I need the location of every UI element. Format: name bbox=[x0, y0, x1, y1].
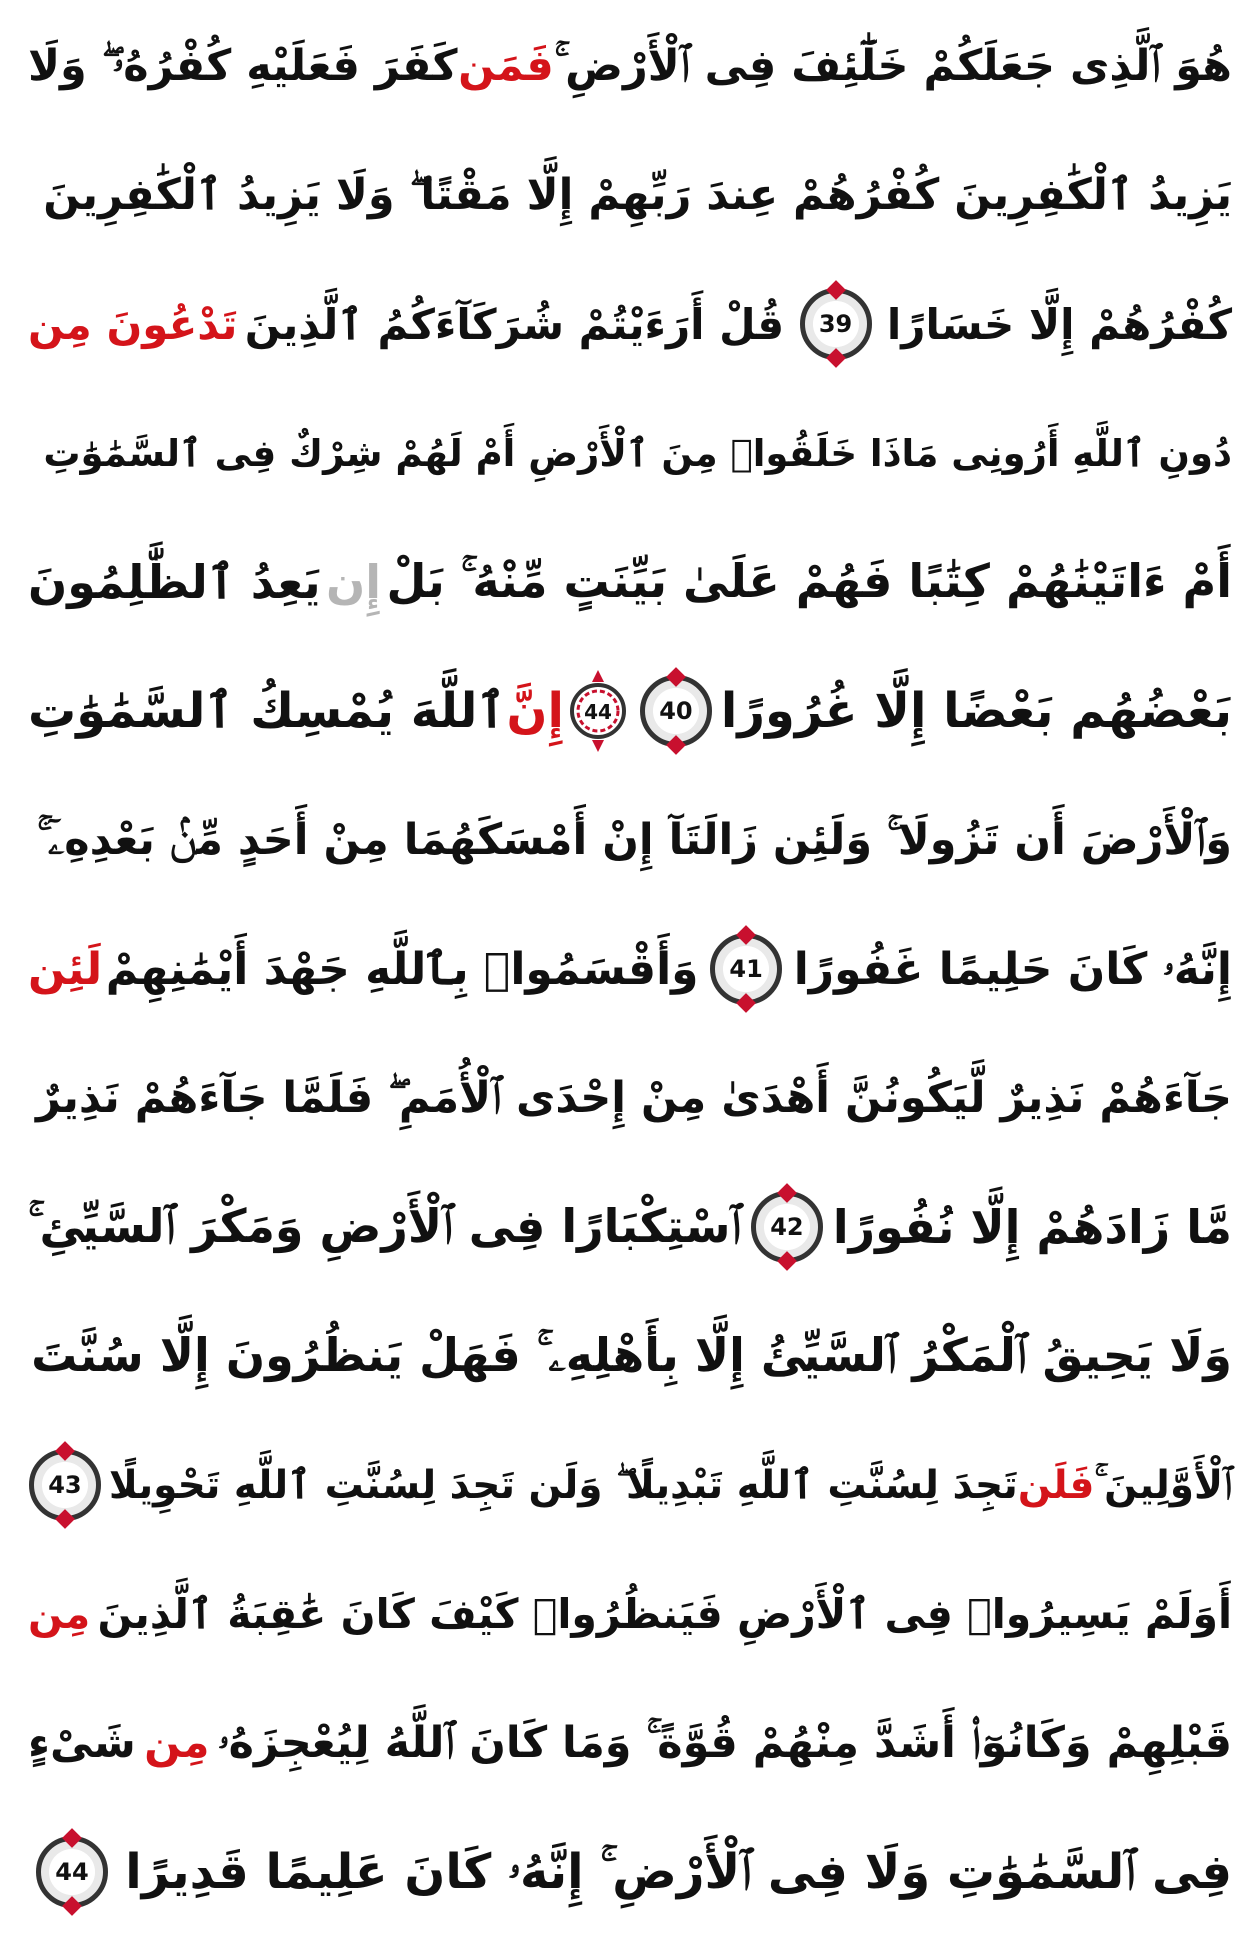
text-line bbox=[28, 2, 1232, 130]
tajweed-highlight: مِن bbox=[28, 1590, 91, 1638]
verse-text: تَجِدَ لِسُنَّتِ ٱللَّهِ تَبْدِيلًا ۖ وَلَن تَجِدَ لِسُنَّتِ ٱللَّهِ تَحْوِيلًا bbox=[108, 1462, 1018, 1508]
ayah-number: 44 bbox=[55, 1858, 89, 1886]
ayah-number-marker bbox=[751, 1191, 823, 1263]
text-line bbox=[28, 1421, 1232, 1549]
ayah-number-marker bbox=[640, 675, 712, 747]
verse-text: جَآءَهُمْ نَذِيرٌ لَّيَكُونُنَّ أَهْدَىٰ مِنْ إِحْدَى ٱلْأُمَمِ ۖ فَلَمَّا جَآءَهُمْ نَذِيرٌ bbox=[35, 1073, 1232, 1123]
verse-text: أَمْ ءَاتَيْنَٰهُمْ كِتَٰبًا فَهُمْ عَلَىٰ بَيِّنَتٍ مِّنْهُ ۚ بَلْ bbox=[386, 554, 1232, 608]
verse-text: يَزِيدُ ٱلْكَٰفِرِينَ كُفْرُهُمْ عِندَ رَبِّهِمْ إِلَّا مَقْتًا ۖ وَلَا يَزِيدُ ٱلْكَٰفِرِينَ bbox=[43, 170, 1232, 220]
ayah-number-marker bbox=[36, 1836, 108, 1908]
text-line bbox=[28, 776, 1232, 904]
ayah-number: 43 bbox=[48, 1471, 82, 1499]
ayah-number: 40 bbox=[659, 697, 693, 725]
ayah-number-marker bbox=[800, 288, 872, 360]
text-line bbox=[28, 1034, 1232, 1162]
verse-text: كَفَرَ فَعَلَيْهِ كُفْرُهُۥ ۖ وَلَا bbox=[28, 41, 458, 91]
verse-text: وَأَقْسَمُوا۟ بِٱللَّهِ جَهْدَ أَيْمَٰنِهِمْ bbox=[105, 943, 699, 995]
verse-text: قَبْلِهِمْ وَكَانُوٓا۟ أَشَدَّ مِنْهُمْ قُوَّةً ۚ وَمَا كَانَ ٱللَّهُ لِيُعْجِزَهُۥ bbox=[217, 1718, 1232, 1768]
tajweed-highlight: مِن bbox=[144, 1718, 210, 1768]
verse-text: ٱسْتِكْبَارًا فِى ٱلْأَرْضِ وَمَكْرَ ٱلسَّيِّئِ ۚ bbox=[28, 1199, 741, 1253]
text-line bbox=[28, 1679, 1232, 1807]
verse-text: قُلْ أَرَءَيْتُمْ شُرَكَآءَكُمُ ٱلَّذِينَ bbox=[244, 299, 785, 349]
hizb-marker-icon bbox=[569, 668, 627, 754]
ayah-number: 42 bbox=[770, 1213, 804, 1241]
hizb-number: 44 bbox=[584, 700, 612, 724]
verse-text: مَّا زَادَهُمْ إِلَّا نُفُورًا bbox=[832, 1200, 1232, 1254]
ayah-number-marker bbox=[29, 1449, 101, 1521]
verse-text: بَعْضُهُم بَعْضًا إِلَّا غُرُورًا bbox=[720, 683, 1232, 739]
verse-text: ٱلْأَوَّلِينَ ۚ bbox=[1094, 1462, 1232, 1508]
verse-text: فِى ٱلسَّمَٰوَٰتِ وَلَا فِى ٱلْأَرْضِ ۚ إِنَّهُۥ كَانَ عَلِيمًا قَدِيرًا bbox=[125, 1843, 1232, 1900]
tajweed-highlight: فَمَن bbox=[458, 41, 554, 91]
verse-text: ٱللَّهَ يُمْسِكُ ٱلسَّمَٰوَٰتِ bbox=[28, 683, 506, 739]
tajweed-highlight: لَئِن bbox=[28, 943, 103, 995]
verse-text: وَٱلْأَرْضَ أَن تَزُولَا ۚ وَلَئِن زَالَتَآ إِنْ أَمْسَكَهُمَا مِنْ أَحَدٍ مِّنۢ بَعْدِهِۦٓ ۚ bbox=[37, 815, 1232, 865]
verse-text: أَوَلَمْ يَسِيرُوا۟ فِى ٱلْأَرْضِ فَيَنظُرُوا۟ كَيْفَ كَانَ عَٰقِبَةُ ٱلَّذِينَ bbox=[97, 1590, 1232, 1638]
verse-text: هُوَ ٱلَّذِى جَعَلَكُمْ خَلَٰٓئِفَ فِى ٱلْأَرْضِ ۚ bbox=[554, 41, 1232, 91]
tajweed-highlight: تَدْعُونَ مِن bbox=[28, 299, 238, 349]
verse-text: يَعِدُ ٱلظَّٰلِمُونَ bbox=[28, 555, 321, 609]
text-line bbox=[28, 518, 1232, 646]
tajweed-highlight: فَلَن bbox=[1017, 1462, 1095, 1508]
verse-text: كُفْرُهُمْ إِلَّا خَسَارًا bbox=[886, 299, 1232, 349]
ayah-number: 39 bbox=[818, 310, 853, 338]
verse-text: شَىْءٍ bbox=[28, 1718, 136, 1768]
verse-text: وَلَا يَحِيقُ ٱلْمَكْرُ ٱلسَّيِّئُ إِلَّا بِأَهْلِهِۦ ۚ فَهَلْ يَنظُرُونَ إِلَّا سُنَّتَ bbox=[31, 1328, 1232, 1382]
text-line bbox=[28, 647, 1232, 775]
silent-letters: إِن bbox=[326, 555, 382, 609]
ayah-number: 41 bbox=[729, 955, 763, 983]
text-line bbox=[28, 1808, 1232, 1936]
verse-text: إِنَّهُۥ كَانَ حَلِيمًا غَفُورًا bbox=[793, 943, 1232, 995]
text-line bbox=[28, 1292, 1232, 1420]
tajweed-highlight: إِنَّ bbox=[506, 683, 564, 739]
text-line bbox=[28, 1163, 1232, 1291]
ayah-number-marker bbox=[710, 933, 782, 1005]
verse-text: دُونِ ٱللَّهِ أَرُونِى مَاذَا خَلَقُوا۟ مِنَ ٱلْأَرْضِ أَمْ لَهُمْ شِرْكٌ فِى ٱلسَّمَٰوَٰتِ bbox=[43, 431, 1232, 475]
text-line bbox=[28, 389, 1232, 517]
text-line bbox=[28, 131, 1232, 259]
text-line bbox=[28, 1550, 1232, 1678]
text-line bbox=[28, 905, 1232, 1033]
text-line bbox=[28, 260, 1232, 388]
